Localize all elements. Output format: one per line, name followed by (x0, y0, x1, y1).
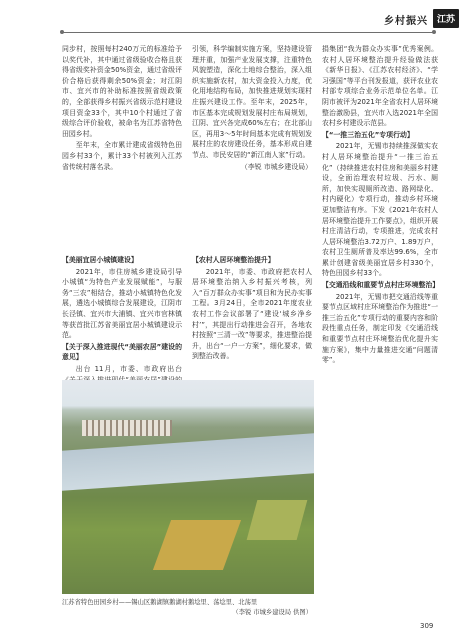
byline: （李锐 市城乡建设局） (240, 162, 312, 171)
section-heading: 【美丽宜居小城镇建设】 (62, 256, 138, 264)
column-1-top (62, 44, 182, 254)
section-title: 乡村振兴 (384, 16, 428, 27)
paragraph: 同步村，按照每村240万元的标准给予以奖代补，其中通过省级验收合格且获得省级奖补资金50%资金，通过省级评价合格后获得剩余50%资金；对江阴市、宜兴市的补助标准按照省级政策的，全部获得乡村振兴省级示范村建设项目资金33个，其中10个村通过了省级综合评价验收，被命名为江苏省特色田园乡村。 (62, 45, 182, 138)
paragraph: 至年末，全市累计建成省级特色田园乡村33个，累计33个村被列入江苏省传统村落名录。 (62, 141, 182, 171)
column-2-bottom (192, 255, 312, 373)
section-heading: 【农村人居环境整治提升】 (192, 256, 275, 264)
page-header (0, 0, 468, 36)
section-heading: 【“一推三治五化”专项行动】 (322, 130, 414, 139)
village-aerial-photo (62, 380, 314, 594)
column-3 (322, 44, 438, 604)
header-rule (62, 32, 434, 33)
photo-village-houses (82, 420, 172, 436)
yearbook-logo: 江苏 (433, 9, 459, 28)
photo-credit: （李锐 市城乡建设局 供图） (232, 608, 312, 616)
photo-golden-field (153, 520, 241, 570)
paragraph: 捐集团“我为群众办实事”优秀案例。农村人居环境整治提升经验做法获《新华日报》、《江苏农村经济》、“学习强国”等平台刊发报道，获评农业农村部专项综合业务示范单位名单。江阴市被评为2021年全省农村人居环境整治激励县，宜兴市入选2021年全国农村乡村建设示范县。 (322, 45, 438, 128)
photo-green-field (247, 500, 308, 540)
header-rule-dot (432, 30, 436, 34)
column-2-top (192, 44, 312, 254)
paragraph: 2021年，市住房城乡建设局引导小城镇“为特色产业发展赋能”，与服务“三农”相结合，推动小城镇特色化发展，遴选小城镇综合发展建设，江阴市长泾镇、宜兴市大浦镇、宜兴市官林镇等获首批江苏省美丽宜居小城镇建设示范。 (62, 267, 182, 340)
column-1-bottom (62, 255, 182, 373)
photo-river (62, 433, 314, 491)
photo-caption (62, 598, 322, 617)
paragraph: 2021年，市委、市政府把农村人居环境整治纳入乡村振兴考核，列入“百万群众办实事”项目和为民办实事工程。3月24日，全市2021年度农业农村工作会议部署了“建设‘城乡净乡村’”，其提出行动推进会召开，各地农村按照“三清一改”等要求，推进整治提升，出台“一户一方案”，细化要求，做到整治改善。 (192, 267, 312, 361)
paragraph: 引领，科学编制实施方案，坚持建设管理并重，加强产业发展支撑，注重特色风貌塑造，深化土地综合整治，深入组织实施新农村，加大资金投入力度，优化用地结构布局，加快推进规划实现村庄振兴建设工作。至年末，2025年，市区基本完成规划发展村庄布局规划，江阴、宜兴各完成60%左右；在北部山区，再用3～5年时间基本完成有规划发展村庄的农房建设任务，基本形成自建节点、市民安居的“新江南人家”行动。 (192, 45, 312, 159)
paragraph: 2021年，无锡市持续推深做实农村人居环境整治提升“一推三治五化”（持续推进农村住房和美丽乡村建设，全面治理农村垃圾、污水、厕所，加快实现厕所改造、路网绿化、村内硬化）专项行动，推动乡村环境更加整洁有序。下发《2021年农村人居环境整治提升工作要点》，组织开展村庄清洁行动，专项推进，完成农村人居环境整治3.72万户、1.89万户，农村卫生厕所普及率达99.6%，全市累计创建省级美丽宜居乡村330个，特色田园乡村33个。 (322, 142, 438, 278)
photo-caption-text: 江苏省特色田园乡村——锡山区鹅湖镇鹅湖村鹅埝里、荡埝里、北荡里 (62, 599, 258, 606)
page-number: 309 (420, 622, 434, 630)
header-rule-dot (60, 30, 64, 34)
section-heading: 【交通沿线和重要节点村庄环境整治】 (322, 281, 440, 290)
paragraph: 出台 11月，市委、市政府出台 (75, 364, 182, 373)
section-heading: 【关于深入推进现代“美丽农居”建设的意见】 (62, 342, 182, 362)
paragraph: 2021年，无锡市把交通沿线等重要节点区域村庄环境整治作为推进“一推三治五化”专项行动的重要内容和阶段性重点任务，制定印发《交通沿线和重要节点村庄环境整治优化提升实施方案》，集中力量推进交通“问题清零”。 (322, 292, 438, 365)
